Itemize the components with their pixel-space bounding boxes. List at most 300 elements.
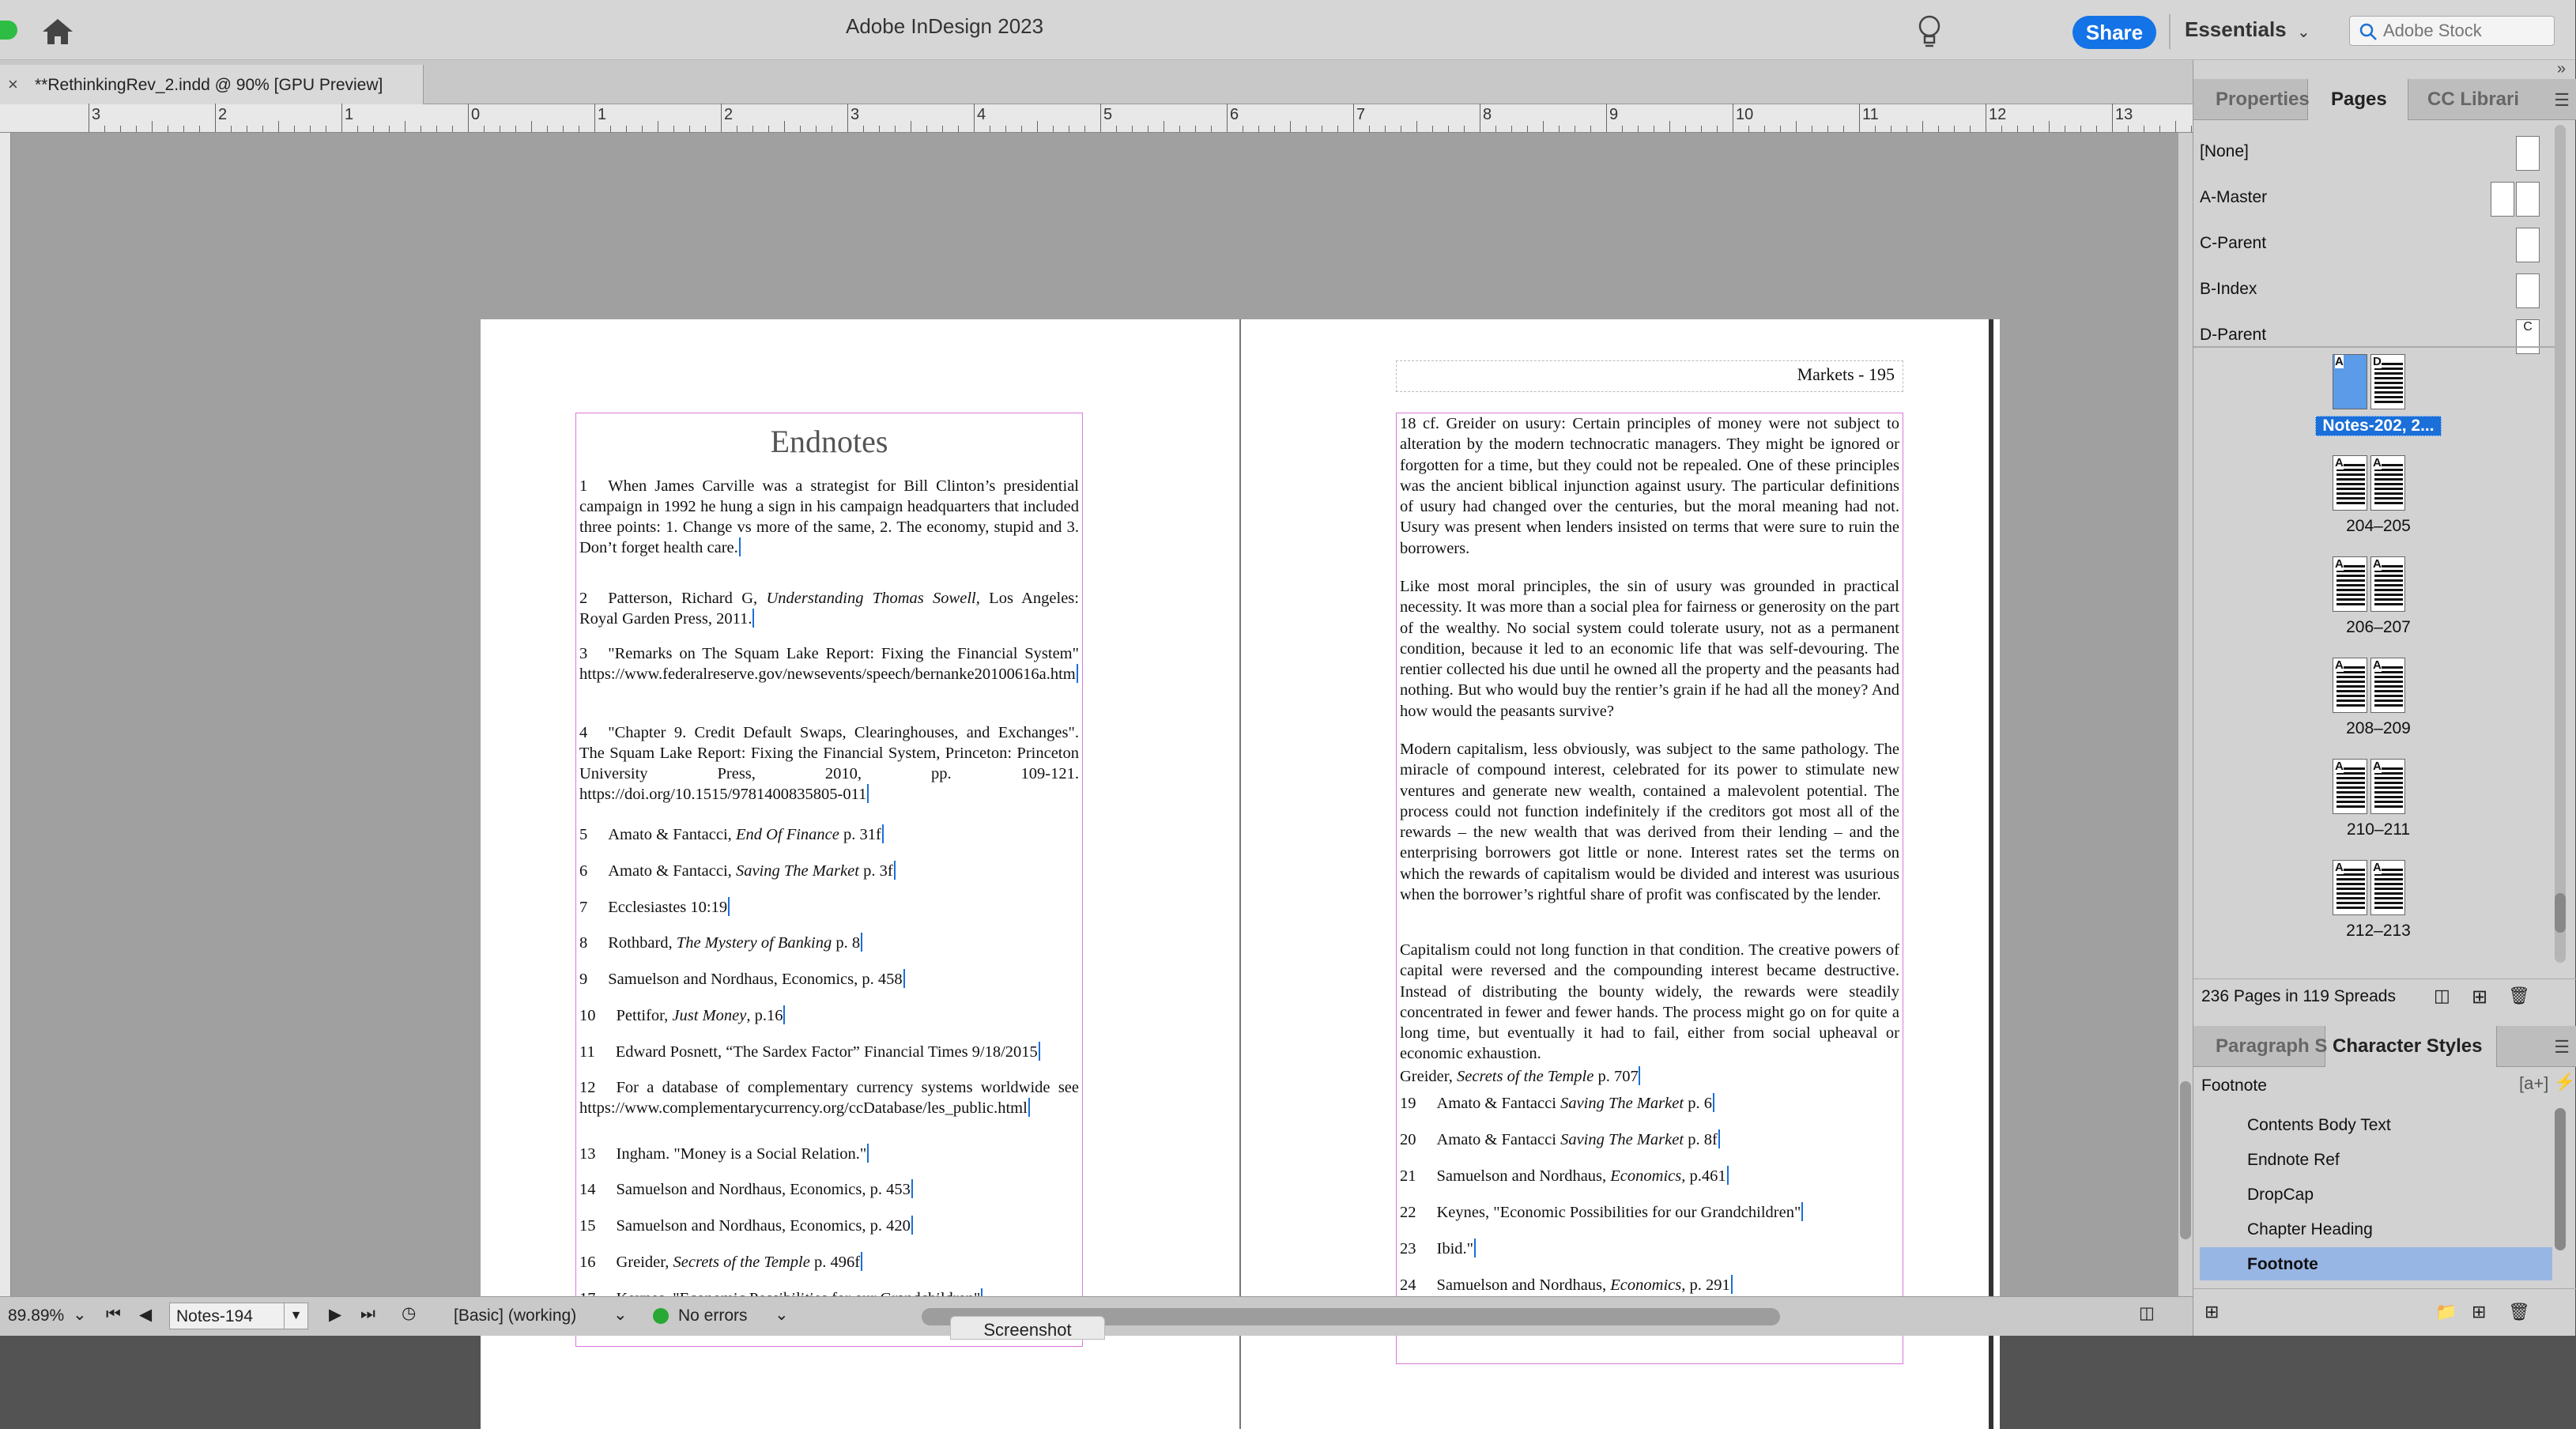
endnote-italic: Economics,	[1610, 1276, 1686, 1294]
greider-title: Secrets of the Temple	[1457, 1068, 1594, 1085]
endnote-number: 3	[579, 645, 588, 662]
ruler-tick	[1859, 104, 1860, 132]
vertical-scrollbar[interactable]	[2178, 133, 2193, 1296]
ruler-tick	[484, 126, 485, 132]
new-style-icon[interactable]: ⊞	[2472, 1302, 2487, 1322]
page-number-value: Notes-194	[176, 1307, 253, 1325]
endnote-text: Samuelson and Nordhaus, Economics, p. 458	[608, 971, 903, 988]
parent-letter: A	[2373, 456, 2382, 469]
current-character-style: Footnote	[2201, 1076, 2267, 1095]
open-page-icon[interactable]: ◷	[402, 1304, 417, 1322]
endnote-number: 13	[579, 1145, 596, 1163]
endnote-post: p.461	[1685, 1167, 1726, 1185]
vertical-scroll-thumb[interactable]	[2180, 1081, 2191, 1239]
endnote-italic: Secrets of the Temple	[673, 1254, 810, 1271]
folder-icon[interactable]: 📁	[2435, 1302, 2457, 1322]
ruler-label: 0	[471, 106, 481, 123]
ruler-tick	[2080, 126, 2081, 132]
endnote-italic: Economics,	[1610, 1167, 1686, 1185]
character-style-item[interactable]	[2200, 1178, 2552, 1211]
ruler-tick	[357, 126, 358, 132]
text-cursor-marker	[867, 1144, 869, 1163]
ruler-tick	[958, 126, 959, 132]
ruler-tick	[2128, 126, 2129, 132]
running-head: Markets - 195	[1797, 364, 1895, 384]
spread-caption[interactable]: 212–213	[2346, 922, 2411, 940]
endnotes-text-frame[interactable]	[575, 413, 1083, 1347]
ruler-tick	[1527, 126, 1528, 132]
ruler-label: 1	[598, 106, 607, 123]
load-styles-icon[interactable]: ⊞	[2204, 1302, 2220, 1322]
ruler-tick	[2175, 121, 2176, 132]
preflight-profile[interactable]: [Basic] (working)	[454, 1306, 577, 1325]
parent-page-2[interactable]	[2193, 223, 2549, 264]
window-zoom-button[interactable]	[0, 21, 17, 40]
first-page-icon[interactable]: ⏮	[106, 1305, 121, 1323]
endnote-text: Ecclesiastes 10:19	[608, 899, 728, 916]
ruler-tick	[2017, 126, 2018, 132]
ruler-tick	[1701, 126, 1702, 132]
ruler-tick	[231, 126, 232, 132]
endnote-post: p. 6	[1684, 1095, 1712, 1112]
ruler-tick	[610, 126, 611, 132]
greider-citation	[1400, 1066, 1899, 1087]
parent-letter: A	[2335, 861, 2344, 874]
ruler-label: 7	[1356, 106, 1366, 123]
right-panel-dock	[2193, 60, 2575, 1336]
panel-menu-icon[interactable]: ☰	[2554, 90, 2570, 110]
endnote-8	[579, 933, 1079, 953]
app-title: Adobe InDesign 2023	[846, 14, 1044, 38]
chevron-down-icon[interactable]: ⌄	[73, 1306, 87, 1324]
text-cursor-marker	[882, 824, 884, 843]
parent-page-4[interactable]	[2193, 315, 2549, 356]
pages-panel-footer	[2193, 978, 2576, 1013]
ruler-tick	[1717, 126, 1718, 132]
ruler-tick	[879, 126, 880, 132]
page-content-preview	[2337, 565, 2365, 608]
spread-caption[interactable]: 210–211	[2346, 820, 2411, 839]
text-cursor-marker	[903, 969, 905, 988]
text-cursor-marker	[1713, 1093, 1714, 1112]
spread-caption[interactable]: 204–205	[2346, 517, 2411, 535]
page-number-field[interactable]	[169, 1303, 308, 1329]
ruler-label: 10	[1736, 106, 1754, 123]
ruler-tick	[2159, 126, 2160, 132]
lightbulb-icon[interactable]	[1916, 14, 1943, 49]
endnote-7	[579, 897, 1079, 918]
continued-endnotes-frame[interactable]	[1396, 413, 1903, 1364]
parent-page-1[interactable]	[2193, 177, 2549, 218]
styles-panel-scrollbar[interactable]	[2555, 1108, 2566, 1250]
endnote-number: 15	[579, 1217, 596, 1235]
document-tab-label: **RethinkingRev_2.indd @ 90% [GPU Preview]	[35, 76, 383, 94]
parent-letter: A	[2335, 456, 2344, 469]
character-style-item[interactable]	[2200, 1247, 2552, 1280]
ruler-label: 3	[92, 106, 101, 123]
ruler-tick	[152, 121, 153, 132]
page-thumbnail-right[interactable]	[2370, 556, 2405, 612]
page-content-preview	[2374, 869, 2403, 911]
ruler-tick	[1464, 126, 1465, 132]
ruler-tick	[942, 126, 943, 132]
endnote-19	[1400, 1093, 1899, 1114]
page-thumbnail-left[interactable]	[2333, 455, 2367, 511]
ruler-tick	[452, 126, 453, 132]
text-cursor-marker	[1039, 1042, 1040, 1061]
ruler-tick	[1416, 121, 1417, 132]
endnote-1	[579, 476, 1079, 558]
parent-page-label: D-Parent	[2200, 326, 2267, 344]
endnote-number: 5	[579, 826, 588, 843]
page-thumbnail-left[interactable]	[2333, 556, 2367, 612]
endnote-23	[1400, 1239, 1899, 1259]
parent-page-thumbnail[interactable]	[2516, 182, 2540, 217]
styles-scroll-thumb[interactable]	[2555, 1108, 2566, 1250]
ruler-tick	[1669, 121, 1670, 132]
parent-letter: D	[2373, 355, 2382, 368]
endnote-text: "Chapter 9. Credit Default Swaps, Clearinghouses, and Exchanges". The Squam Lake Report: Fixing the Financial System, Princeton: Princeton University Press, 2010, pp. 109-121. https://doi.org/10.1515/9781400835805-011	[579, 724, 1079, 803]
ruler-tick	[1970, 126, 1971, 132]
ruler-tick	[1796, 121, 1797, 132]
endnote-post: p. 8	[832, 934, 861, 952]
endnote-number: 24	[1400, 1276, 1416, 1294]
page-thumbnail-left[interactable]	[2333, 354, 2367, 409]
document-tab-bar	[0, 60, 2193, 104]
endnote-italic: The Mystery of Banking	[676, 934, 832, 952]
ruler-tick	[594, 104, 595, 132]
endnote-number: 8	[579, 934, 588, 952]
ruler-tick	[1590, 126, 1591, 132]
character-style-label: Chapter Heading	[2247, 1220, 2373, 1239]
document-tab[interactable]	[0, 65, 424, 104]
tab-paragraph-styles[interactable]: Paragraph S	[2216, 1035, 2328, 1057]
ruler-tick	[2096, 126, 2097, 132]
parent-page-label: [None]	[2200, 142, 2249, 160]
adobe-stock-search[interactable]	[2349, 16, 2555, 46]
pages-panel-scrollbar[interactable]	[2555, 125, 2566, 963]
ruler-tick	[1448, 126, 1449, 132]
split-window-icon[interactable]: ◫	[2139, 1304, 2155, 1322]
next-page-icon[interactable]: ▶	[329, 1306, 342, 1324]
ruler-tick	[294, 126, 295, 132]
page-content-preview	[2374, 363, 2403, 405]
text-cursor-marker	[861, 1252, 862, 1271]
text-cursor-marker	[1077, 664, 1078, 683]
ruler-tick	[104, 126, 105, 132]
character-style-label: Footnote	[2247, 1255, 2318, 1273]
endnote-number: 16	[579, 1254, 596, 1271]
parent-page-thumbnail-left[interactable]	[2491, 182, 2514, 217]
ruler-tick	[784, 121, 785, 132]
ruler-tick	[389, 126, 390, 132]
new-page-icon[interactable]: ⊞	[2472, 986, 2488, 1008]
endnote-18-para-3: Modern capitalism, less obviously, was subject to the same pathology. The miracle of compound interest, celebrated for its power to stimulate new ventures and generate new wealth, contained a malevolent potential. The process could not function indefinitely if the creditors got most all of the rewards – the new wealth that was derived from their lending – and the enterprising borrowers got little or none. Interest rates set the terms on which the rewards of capitalism would be divided and interest was usurious when the borrower’s rightful share of profit was confiscated by the lender.	[1400, 741, 1899, 904]
ruler-tick	[2033, 126, 2034, 132]
ruler-label: 9	[1609, 106, 1619, 123]
page-content-preview	[2337, 869, 2365, 911]
endnote-number: 19	[1400, 1095, 1416, 1112]
ruler-tick	[1274, 126, 1275, 132]
character-style-label: DropCap	[2247, 1186, 2314, 1204]
ruler-tick	[515, 126, 516, 132]
endnote-text: Samuelson and Nordhaus, Economics, p. 453	[616, 1181, 911, 1198]
ruler-tick	[1780, 126, 1781, 132]
page-thumbnail-left[interactable]	[2333, 860, 2367, 915]
text-cursor-marker	[861, 933, 862, 952]
ruler-tick	[1543, 121, 1544, 132]
endnote-pre: Amato & Fantacci	[1436, 1095, 1561, 1112]
stock-search-input[interactable]	[2383, 20, 2549, 42]
ruler-tick	[341, 104, 342, 132]
ruler-tick	[1495, 126, 1496, 132]
ruler-tick	[1922, 121, 1923, 132]
endnote-pre: Amato & Fantacci,	[608, 862, 736, 880]
ruler-tick	[1195, 126, 1196, 132]
ruler-label: 6	[1230, 106, 1239, 123]
text-cursor-marker	[1731, 1275, 1733, 1294]
ruler-label: 12	[1989, 106, 2007, 123]
endnote-10	[579, 1005, 1079, 1026]
app-title-bar	[0, 0, 2575, 60]
endnote-post: p. 496f	[809, 1254, 861, 1271]
text-cursor-marker	[1718, 1129, 1720, 1148]
ruler-tick	[816, 126, 817, 132]
page-thumbnail-right[interactable]	[2370, 354, 2405, 409]
ruler-tick	[2112, 104, 2113, 132]
previous-page-icon[interactable]: ◀	[139, 1306, 153, 1324]
endnote-number: 21	[1400, 1167, 1416, 1185]
ruler-tick	[1843, 126, 1844, 132]
page-thumbnail-right[interactable]	[2370, 860, 2405, 915]
ruler-tick	[1132, 126, 1133, 132]
endnote-number: 9	[579, 971, 588, 988]
endnote-number: 22	[1400, 1204, 1416, 1221]
endnote-number: 4	[579, 724, 588, 741]
ruler-tick	[199, 126, 200, 132]
character-style-item[interactable]	[2200, 1212, 2552, 1246]
tab-pages[interactable]: Pages	[2331, 89, 2387, 110]
ruler-tick	[468, 104, 469, 132]
endnote-number: 1	[579, 477, 588, 495]
ruler-tick	[2191, 126, 2192, 132]
tab-character-styles[interactable]: Character Styles	[2333, 1035, 2483, 1057]
page-thumbnail-left[interactable]	[2333, 658, 2367, 713]
ruler-tick	[310, 126, 311, 132]
tab-properties[interactable]: Properties	[2216, 89, 2310, 110]
endnote-4	[579, 722, 1079, 805]
parent-letter: A	[2373, 557, 2382, 571]
zoom-level[interactable]: 89.89%	[8, 1306, 65, 1325]
ruler-label: 2	[724, 106, 734, 123]
ruler-tick	[1100, 104, 1101, 132]
horizontal-ruler[interactable]	[0, 104, 2193, 133]
endnote-post: p. 3f	[858, 862, 893, 880]
endnote-pre: Patterson, Richard G,	[608, 590, 767, 607]
page-thumbnail-right[interactable]	[2370, 455, 2405, 511]
ruler-tick	[1954, 126, 1955, 132]
ruler-tick	[1764, 126, 1765, 132]
page-content-preview	[2374, 666, 2403, 709]
endnote-18-para-2: Like most moral principles, the sin of usury was grounded in practical necessity. It was more than a social plea for fairness or generosity on the part of the wealthy. No social system could tolerate usury, not as a permanent condition, because it led to an economic life that was self-devouring. The rentier collected his due until he owned all the property and the peasants had nothing. But who would buy the rentier’s grain if he had all the money? And how would the peasants survive?	[1400, 578, 1899, 720]
endnote-number: 12	[579, 1079, 596, 1096]
text-cursor-marker	[739, 537, 741, 556]
page-thumbnail-right[interactable]	[2370, 658, 2405, 713]
ruler-tick	[183, 126, 184, 132]
text-cursor-marker	[1474, 1239, 1476, 1257]
ruler-tick	[1258, 126, 1259, 132]
endnote-number: 2	[579, 590, 588, 607]
ruler-tick	[974, 104, 975, 132]
preflight-status[interactable]: No errors	[678, 1306, 748, 1325]
parent-page-3[interactable]	[2193, 269, 2549, 310]
endnote-16	[579, 1252, 1079, 1273]
ruler-tick	[1290, 121, 1291, 132]
spread-shadow	[1989, 319, 1993, 1429]
share-button[interactable]: Share	[2072, 16, 2156, 49]
chevron-down-icon[interactable]: ⌄	[613, 1306, 628, 1324]
text-cursor-marker	[1028, 1098, 1030, 1117]
pasteboard[interactable]	[11, 133, 2178, 1296]
endnote-post: , p.16	[746, 1007, 783, 1024]
workspace-switcher[interactable]: Essentials	[2185, 17, 2287, 41]
ruler-label: 8	[1483, 106, 1492, 123]
trash-icon[interactable]: 🗑	[2508, 1302, 2530, 1322]
styles-panel-tabs	[2193, 1026, 2576, 1067]
ruler-label: 11	[1862, 106, 1879, 123]
character-style-item[interactable]	[2200, 1108, 2552, 1141]
last-page-icon[interactable]: ⏭	[360, 1305, 375, 1323]
collapse-panels-icon[interactable]: »	[2556, 60, 2566, 77]
ruler-tick	[373, 126, 374, 132]
ruler-tick	[1369, 126, 1370, 132]
endnote-2	[579, 588, 1079, 629]
chevron-down-icon[interactable]: ⌄	[775, 1306, 789, 1324]
page-count: 236 Pages in 119 Spreads	[2201, 987, 2396, 1005]
parent-letter: A	[2335, 658, 2344, 672]
panel-divider	[2193, 346, 2557, 348]
endnote-post: p. 31f	[839, 826, 881, 843]
spread-caption[interactable]: 208–209	[2346, 719, 2411, 737]
ruler-tick	[721, 104, 722, 132]
text-cursor-marker	[1727, 1166, 1729, 1185]
screenshot-tooltip: Screenshot	[950, 1316, 1105, 1340]
spread-caption[interactable]: 206–207	[2346, 618, 2411, 636]
endnote-14	[579, 1179, 1079, 1200]
endnote-5	[579, 824, 1079, 845]
page-size-icon[interactable]: ◫	[2434, 986, 2450, 1005]
endnote-text: Keynes, "Economic Possibilities for our Grandchildren"	[1436, 1204, 1801, 1221]
parent-page-thumbnail[interactable]: C	[2516, 319, 2540, 354]
endnote-13	[579, 1144, 1079, 1164]
ruler-tick	[752, 126, 753, 132]
ruler-tick	[1353, 104, 1354, 132]
ruler-label: 1	[345, 106, 354, 123]
endnote-number: 6	[579, 862, 588, 880]
pages-scroll-thumb[interactable]	[2555, 893, 2566, 933]
endnote-text: Edward Posnett, “The Sardex Factor” Financial Times 9/18/2015	[615, 1043, 1038, 1061]
ruler-tick	[531, 121, 532, 132]
endnote-number: 11	[579, 1043, 595, 1061]
home-icon[interactable]	[40, 16, 76, 47]
panel-menu-icon[interactable]: ☰	[2554, 1037, 2570, 1057]
spread-caption[interactable]: Notes-202, 2...	[2315, 416, 2442, 436]
page-thumbnail-left[interactable]	[2333, 759, 2367, 814]
ruler-label: 5	[1103, 106, 1113, 123]
text-cursor-marker	[911, 1179, 913, 1198]
page-content-preview	[2374, 565, 2403, 608]
character-style-item[interactable]	[2200, 1143, 2552, 1176]
right-page[interactable]	[1239, 319, 2000, 1429]
ruler-tick	[1432, 126, 1433, 132]
pages-panel-tabs	[2193, 79, 2576, 120]
endnote-italic: Understanding Thomas Sowell,	[766, 590, 980, 607]
parent-page-thumbnail[interactable]	[2516, 228, 2540, 262]
parent-page-thumbnail[interactable]	[2516, 136, 2540, 171]
greider-pre: Greider,	[1400, 1068, 1458, 1085]
text-cursor-marker	[894, 861, 896, 880]
styles-panel-footer	[2193, 1288, 2576, 1336]
tab-cc-libraries[interactable]: CC Librari	[2427, 89, 2520, 110]
endnote-9	[579, 969, 1079, 990]
character-style-label: Endnote Ref	[2247, 1151, 2340, 1169]
trash-icon[interactable]: 🗑	[2508, 986, 2530, 1005]
vertical-ruler[interactable]	[0, 133, 11, 1296]
endnote-12	[579, 1077, 1079, 1118]
parent-page-0[interactable]	[2193, 131, 2549, 172]
parent-letter: A	[2373, 760, 2382, 773]
endnote-18-para-4: Capitalism could not long function in that condition. The creative powers of capital were reversed and the compounding interest became destructive. Instead of distributing the bounty widely, the rewards were steadily concentrated in fewer and fewer hands. The process might go on for quite a long time, but eventually it had to fail, either from social upheaval or economic exhaustion.	[1400, 941, 1899, 1063]
status-bar	[0, 1296, 2193, 1340]
ruler-label: 2	[218, 106, 228, 123]
text-cursor-marker	[911, 1216, 913, 1235]
ruler-tick	[1005, 126, 1006, 132]
lightning-icon[interactable]: ⚡	[2554, 1072, 2576, 1092]
ruler-tick	[1622, 126, 1623, 132]
endnote-italic: Just Money	[672, 1007, 747, 1024]
ruler-tick	[436, 126, 437, 132]
endnote-text: Ingham. "Money is a Social Relation."	[616, 1145, 867, 1163]
endnote-20	[1400, 1129, 1899, 1150]
close-icon[interactable]: ×	[8, 74, 18, 94]
ruler-tick	[895, 126, 896, 132]
left-page[interactable]	[481, 319, 1239, 1429]
endnote-post: p. 291	[1685, 1276, 1730, 1294]
ruler-tick	[1116, 126, 1117, 132]
endnote-18-para-1: 18 cf. Greider on usury: Certain principles of money were not subject to alteration by the modern technocratic managers. They might be ignored or forgotten for a time, but they could not be repealed. One of these principles was the ancient biblical injunction against usury. The particular definitions of usury had changed over the centuries, but the moral meaning had not. Usury was present when lenders insisted on terms that were sure to ruin the borrowers.	[1400, 415, 1899, 557]
text-cursor-marker	[867, 784, 869, 803]
parent-page-thumbnail[interactable]	[2516, 273, 2540, 308]
chevron-down-icon[interactable]: ⌄	[2297, 24, 2310, 41]
parent-page-label: B-Index	[2200, 280, 2257, 298]
endnote-number: 10	[579, 1007, 596, 1024]
ruler-tick	[673, 126, 674, 132]
create-style-override-icon[interactable]: [a+]	[2519, 1073, 2549, 1093]
page-content-preview	[2337, 464, 2365, 507]
parent-letter: A	[2335, 760, 2344, 773]
endnote-italic: Saving The Market	[1560, 1095, 1684, 1112]
endnote-italic: Saving The Market	[735, 862, 859, 880]
endnote-text: Samuelson and Nordhaus, Economics, p. 420	[616, 1217, 911, 1235]
text-cursor-marker	[728, 897, 730, 916]
page-thumbnail-right[interactable]	[2370, 759, 2405, 814]
endnote-pre: Amato & Fantacci,	[608, 826, 736, 843]
endnote-number: 23	[1400, 1240, 1416, 1257]
chevron-down-icon[interactable]: ▼	[284, 1303, 307, 1329]
parent-page-label: C-Parent	[2200, 234, 2267, 252]
parent-page-label: A-Master	[2200, 188, 2268, 206]
running-head-frame[interactable]	[1396, 360, 1903, 392]
